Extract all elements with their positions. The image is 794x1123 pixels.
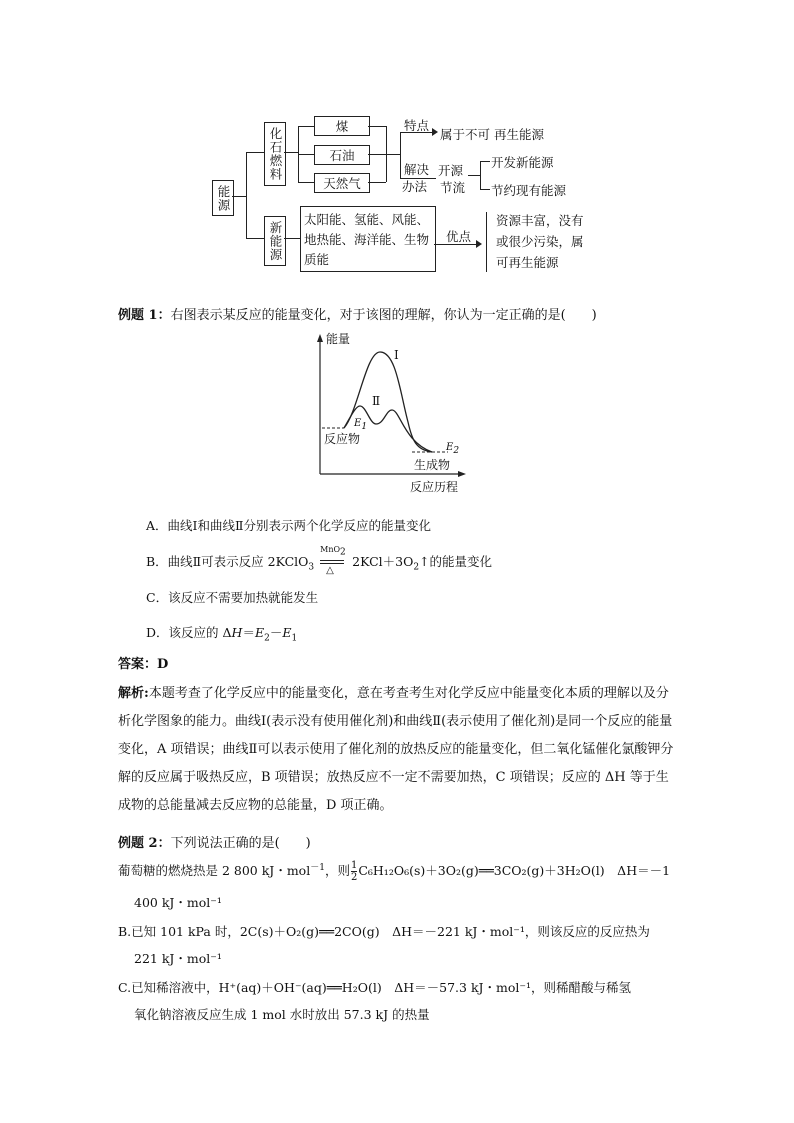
advantage-line-1: 资源丰富，没有: [496, 213, 584, 228]
new-energy-line-3: 质能: [304, 252, 330, 267]
q1-answer: 答案：D: [118, 657, 169, 672]
gas-label: 天然气: [323, 176, 361, 191]
curve1-label: Ⅰ: [394, 348, 399, 362]
advantage-line-3: 可再生能源: [496, 255, 559, 270]
q2-option-b-line1: B.已知 101 kPa 时，2C(s)＋O₂(g)══2CO(g) ΔH＝－221 kJ・mol⁻¹，则该反应的反应热为: [118, 924, 650, 939]
q1-option-d: D．该反应的 $\Delta H=E_2-E_1$: [146, 625, 298, 644]
mindmap-root: 能源: [216, 184, 231, 212]
develop-new-energy: 开发新能源: [491, 155, 554, 170]
e1-label: $E_1$: [354, 418, 368, 432]
reactant-label: 反应物: [324, 432, 361, 446]
advantage-label: 优点: [446, 229, 472, 244]
new-energy-line-2: 地热能、海洋能、生物: [304, 232, 430, 247]
q2-option-c-line1: C.已知稀溶液中，H⁺(aq)＋OH⁻(aq)══H₂O(l) ΔH＝－57.3 kJ・mol⁻¹，则稀醋酸与稀氢: [118, 980, 632, 995]
e2-label: $E_2$: [446, 442, 460, 456]
curve2-label: Ⅱ: [372, 394, 381, 408]
q1-option-a: A．曲线Ⅰ和曲线Ⅱ分别表示两个化学反应的能量变化: [146, 518, 431, 533]
q1-option-c: C．该反应不需要加热就能发生: [146, 590, 319, 605]
q2-stem: 例题 2：下列说法正确的是( ): [118, 836, 311, 851]
open-source-label: 开源: [438, 163, 464, 178]
solution-label-1: 解决: [404, 162, 430, 177]
fossil-fuel-box: [264, 122, 286, 186]
q2-option-b-line2: 221 kJ・mol⁻¹: [134, 951, 222, 966]
q2-option-a-line2: 400 kJ・mol⁻¹: [134, 895, 222, 910]
coal-label: 煤: [335, 119, 349, 134]
energy-diagram: [300, 332, 470, 494]
feature-label: 特点: [404, 118, 430, 133]
throttle-label: 节流: [440, 180, 466, 195]
q1-stem: [118, 304, 597, 323]
new-energy-label: 新能源: [268, 220, 283, 262]
q1-stem-text: 右图表示某反应的能量变化，对于该图的理解，你认为一定正确的是( ): [170, 308, 597, 323]
ylabel: 能量: [326, 332, 351, 346]
new-energy-items-box: [300, 206, 436, 272]
save-energy: 节约现有能源: [491, 183, 567, 198]
new-energy-line-1: 太阳能、氢能、风能、: [304, 212, 430, 227]
oil-label: 石油: [329, 148, 355, 163]
fossil-fuel-label: 化石燃料: [268, 127, 283, 181]
oil-box: [314, 145, 370, 165]
q1-option-b: B．曲线Ⅱ可表示反应 2KClO$_3$ MnO$_2$ △ $2KCl+3O_2↑$的能量变化: [146, 544, 493, 576]
product-label: 生成物: [414, 458, 451, 472]
advantage-line-2: 或很少污染，属: [496, 234, 584, 249]
q2-option-c-line2: 氧化钠溶液反应生成 1 mol 水时放出 57.3 kJ 的热量: [134, 1007, 430, 1022]
mindmap-root-box: [212, 180, 234, 216]
gas-box: [314, 173, 370, 193]
solution-label-2: 办法: [402, 179, 428, 194]
xlabel: 反应历程: [410, 480, 459, 494]
q1-label: 例题 1：: [118, 308, 171, 323]
coal-box: [314, 116, 370, 136]
new-energy-box: [264, 216, 286, 266]
feature-text: 属于不可 再生能源: [440, 127, 544, 142]
q2-option-a-line1: 葡萄糖的燃烧热是 2 800 kJ・mol$^{-1}$，则 $\frac{1}{2}$ C₆H₁₂O₆(s)＋3O₂(g)══3CO₂(g)＋3H₂O(l) ΔH＝－1: [118, 860, 671, 884]
q1-analysis: 解析:本题考查了化学反应中的能量变化，意在考查考生对化学反应中能量变化本质的理解以及分析化学图象的能力。曲线Ⅰ(表示没有使用催化剂)和曲线Ⅱ(表示使用了催化剂)是同一个反应的能量变化，A 项错误；曲线Ⅱ可以表示使用了催化剂的放热反应的能量变化，但二氧化锰催化氯酸钾分解的反应属于吸热反应，B 项错误；放热反应不一定不需要加热，C 项错误；反应的 ΔH 等于生成物的总能量减去反应物的总能量，D 项正确。: [118, 686, 674, 813]
